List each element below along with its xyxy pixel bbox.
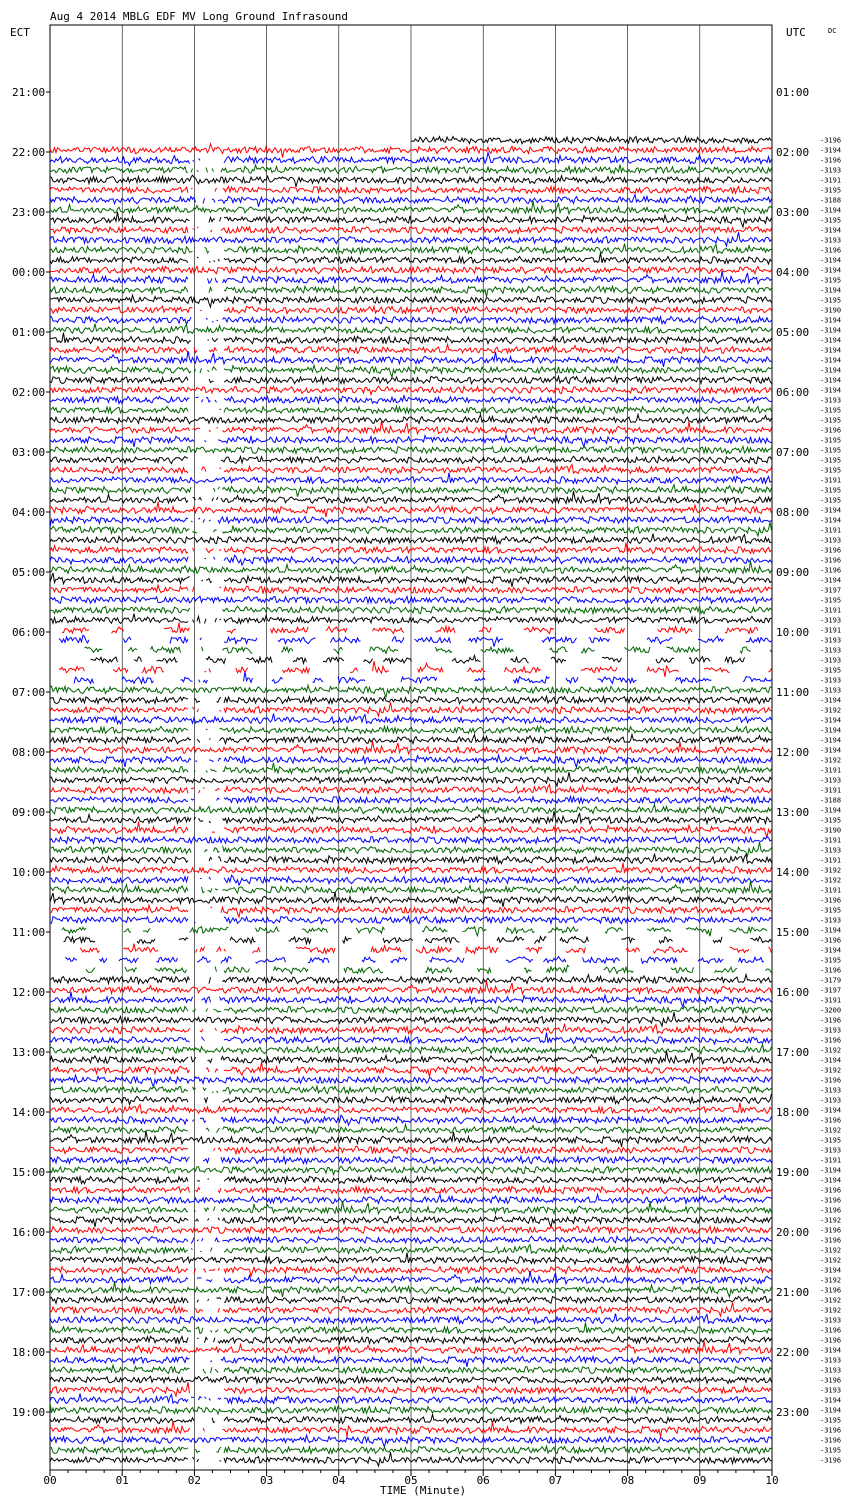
dc-offset-label: -3194: [820, 1346, 842, 1355]
dc-offset-label: -3195: [820, 466, 842, 475]
x-tick-label: 07: [548, 1474, 563, 1487]
dc-offset-label: -3195: [820, 446, 842, 455]
dc-offset-label: -3194: [820, 1266, 842, 1275]
dc-offset-label: -3196: [820, 546, 842, 555]
dc-offset-label: -3193: [820, 776, 842, 785]
dc-offset-label: -3196: [820, 136, 842, 145]
axis-labels: [12, 86, 841, 1487]
dc-offset-label: -3194: [820, 716, 842, 725]
dc-offset-label: -3195: [820, 496, 842, 505]
dc-offset-label: -3194: [820, 376, 842, 385]
dc-offset-label: -3196: [820, 1456, 842, 1465]
utc-hour-label: 02:00: [776, 146, 810, 159]
dc-offset-label: -3193: [820, 1086, 842, 1095]
dc-offset-label: -3196: [820, 1376, 842, 1385]
dc-offset-label: -3196: [820, 566, 842, 575]
dc-offset-label: -3200: [820, 1006, 842, 1015]
utc-hour-label: 17:00: [776, 1046, 810, 1059]
dc-offset-label: -3194: [820, 326, 842, 335]
x-tick-label: 02: [187, 1474, 202, 1487]
dc-offset-label: -3191: [820, 786, 842, 795]
dc-offset-label: -3193: [820, 236, 842, 245]
dc-offset-label: -3193: [820, 166, 842, 175]
dc-offset-label: -3195: [820, 1446, 842, 1455]
dc-offset-label: -3193: [820, 1366, 842, 1375]
dc-offset-label: -3193: [820, 616, 842, 625]
trace-line: [86, 965, 772, 973]
ect-hour-label: 17:00: [12, 1286, 46, 1299]
dc-offset-label: -3196: [820, 966, 842, 975]
trace-line: [74, 672, 772, 684]
utc-hour-label: 16:00: [776, 986, 810, 999]
dc-offset-label: -3194: [820, 226, 842, 235]
dc-offset-label: -3194: [820, 146, 842, 155]
dc-offset-label: -3194: [820, 366, 842, 375]
dc-offset-label: -3193: [820, 686, 842, 695]
x-tick-label: 09: [693, 1474, 707, 1487]
dc-offset-label: -3192: [820, 1046, 842, 1055]
dc-offset-label: -3191: [820, 996, 842, 1005]
dc-offset-label: -3196: [820, 1116, 842, 1125]
dc-offset-label: -3194: [820, 1056, 842, 1065]
x-axis-title: TIME (Minute): [380, 1484, 467, 1497]
ect-hour-label: 16:00: [12, 1226, 46, 1239]
utc-hour-label: 10:00: [776, 626, 810, 639]
dc-offset-label: -3196: [820, 426, 842, 435]
trace-line: [411, 137, 771, 144]
dc-offset-label: -3193: [820, 1146, 842, 1155]
dc-offset-label: -3192: [820, 1126, 842, 1135]
dc-offset-label: -3193: [820, 1026, 842, 1035]
dc-offset-label: -3193: [820, 646, 842, 655]
dc-offset-label: -3191: [820, 476, 842, 485]
dc-offset-label: -3196: [820, 1436, 842, 1445]
utc-hour-label: 01:00: [776, 86, 810, 99]
utc-hour-label: 06:00: [776, 386, 810, 399]
dc-offset-label: -3194: [820, 806, 842, 815]
utc-hour-label: 19:00: [776, 1166, 810, 1179]
ect-hour-label: 07:00: [12, 686, 46, 699]
right-axis-label: UTC: [786, 26, 806, 39]
dc-offset-label: -3192: [820, 1066, 842, 1075]
dc-offset-label: -3194: [820, 926, 842, 935]
dc-offset-label: -3194: [820, 266, 842, 275]
dc-offset-label: -3194: [820, 1106, 842, 1115]
utc-hour-label: 18:00: [776, 1106, 810, 1119]
ect-hour-label: 02:00: [12, 386, 46, 399]
dc-offset-label: -3194: [820, 746, 842, 755]
dc-offset-label: -3194: [820, 346, 842, 355]
dc-offset-label: -3193: [820, 656, 842, 665]
dc-offset-label: -3190: [820, 826, 842, 835]
dc-offset-label: -3196: [820, 1186, 842, 1195]
dc-offset-label: -3194: [820, 316, 842, 325]
dc-label: DC: [828, 27, 837, 35]
utc-hour-label: 14:00: [776, 866, 810, 879]
utc-hour-label: 07:00: [776, 446, 810, 459]
ect-hour-label: 05:00: [12, 566, 46, 579]
dc-offset-label: -3193: [820, 636, 842, 645]
trace-line: [85, 647, 772, 654]
dc-offset-label: -3194: [820, 946, 842, 955]
dc-offset-label: -3195: [820, 416, 842, 425]
dc-offset-label: -3193: [820, 536, 842, 545]
dc-offset-label: -3195: [820, 666, 842, 675]
dc-offset-label: -3195: [820, 406, 842, 415]
ect-hour-label: 04:00: [12, 506, 46, 519]
dc-offset-label: -3194: [820, 726, 842, 735]
dc-offset-label: -3191: [820, 176, 842, 185]
dc-offset-label: -3195: [820, 816, 842, 825]
dc-offset-label: -3194: [820, 516, 842, 525]
dc-offset-label: -3192: [820, 1256, 842, 1265]
trace-line: [65, 957, 764, 964]
utc-hour-label: 11:00: [776, 686, 810, 699]
dc-offset-label: -3195: [820, 906, 842, 915]
utc-hour-label: 22:00: [776, 1346, 810, 1359]
dc-offset-label: -3194: [820, 736, 842, 745]
x-tick-label: 10: [765, 1474, 779, 1487]
trace-line: [62, 926, 767, 936]
utc-hour-label: 20:00: [776, 1226, 810, 1239]
dc-offset-label: -3194: [820, 336, 842, 345]
ect-hour-label: 11:00: [12, 926, 46, 939]
dc-offset-label: -3192: [820, 866, 842, 875]
dc-offset-label: -3191: [820, 856, 842, 865]
x-tick-label: 01: [115, 1474, 129, 1487]
ect-hour-label: 10:00: [12, 866, 46, 879]
ect-hour-label: 19:00: [12, 1406, 46, 1419]
trace-line: [64, 937, 772, 944]
utc-hour-label: 05:00: [776, 326, 810, 339]
dc-offset-label: -3196: [820, 1226, 842, 1235]
dc-offset-label: -3196: [820, 1286, 842, 1295]
trace-line: [62, 623, 758, 634]
dc-offset-label: -3195: [820, 436, 842, 445]
x-tick-label: 05: [404, 1474, 418, 1487]
dc-offset-label: -3196: [820, 936, 842, 945]
dc-offset-label: -3191: [820, 606, 842, 615]
dc-offset-label: -3195: [820, 276, 842, 285]
ect-hour-label: 09:00: [12, 806, 46, 819]
ect-hour-label: 13:00: [12, 1046, 46, 1059]
dc-offset-label: -3195: [820, 1416, 842, 1425]
ect-hour-label: 14:00: [12, 1106, 46, 1119]
dc-offset-label: -3192: [820, 1276, 842, 1285]
utc-hour-label: 09:00: [776, 566, 810, 579]
dc-offset-label: -3193: [820, 916, 842, 925]
trace-line: [80, 944, 772, 954]
dc-offset-label: -3194: [820, 1406, 842, 1415]
dc-offset-label: -3191: [820, 886, 842, 895]
dc-offset-label: -3193: [820, 1356, 842, 1365]
utc-hour-label: 13:00: [776, 806, 810, 819]
dc-offset-label: -3195: [820, 296, 842, 305]
ect-hour-label: 23:00: [12, 206, 46, 219]
dc-offset-label: -3196: [820, 156, 842, 165]
dc-offset-label: -3196: [820, 246, 842, 255]
ect-hour-label: 03:00: [12, 446, 46, 459]
dc-offset-label: -3194: [820, 206, 842, 215]
dc-offset-label: -3195: [820, 486, 842, 495]
utc-hour-label: 21:00: [776, 1286, 810, 1299]
ect-hour-label: 15:00: [12, 1166, 46, 1179]
dc-offset-label: -3193: [820, 846, 842, 855]
dc-offset-label: -3188: [820, 796, 842, 805]
dc-offset-label: -3194: [820, 696, 842, 705]
chart-title: Aug 4 2014 MBLG EDF MV Long Ground Infrasound: [50, 10, 349, 23]
dc-offset-label: -3193: [820, 396, 842, 405]
dc-offset-label: -3196: [820, 1336, 842, 1345]
dc-offset-label: -3194: [820, 256, 842, 265]
x-tick-label: 00: [43, 1474, 57, 1487]
dc-offset-label: -3195: [820, 456, 842, 465]
ect-hour-label: 18:00: [12, 1346, 46, 1359]
utc-hour-label: 03:00: [776, 206, 810, 219]
x-tick-label: 04: [332, 1474, 346, 1487]
ect-hour-label: 22:00: [12, 146, 46, 159]
dc-offset-label: -3197: [820, 586, 842, 595]
dc-offset-label: -3192: [820, 706, 842, 715]
trace-line: [59, 635, 772, 646]
dc-offset-label: -3194: [820, 506, 842, 515]
dc-offset-label: -3195: [820, 956, 842, 965]
dc-offset-label: -3179: [820, 976, 842, 985]
dc-offset-label: -3196: [820, 1206, 842, 1215]
dc-offset-label: -3190: [820, 306, 842, 315]
trace-line: [91, 656, 745, 664]
dc-offset-label: -3195: [820, 596, 842, 605]
dc-offset-label: -3193: [820, 676, 842, 685]
dc-offset-label: -3192: [820, 1296, 842, 1305]
x-tick-label: 08: [620, 1474, 635, 1487]
dc-offset-label: -3194: [820, 1396, 842, 1405]
dc-offset-label: -3196: [820, 1426, 842, 1435]
ect-hour-label: 12:00: [12, 986, 46, 999]
dc-offset-label: -3195: [820, 186, 842, 195]
dc-offset-label: -3194: [820, 386, 842, 395]
utc-hour-label: 15:00: [776, 926, 810, 939]
dc-offset-label: -3192: [820, 756, 842, 765]
dc-offset-label: -3194: [820, 286, 842, 295]
dc-offset-label: -3193: [820, 1316, 842, 1325]
dc-offset-label: -3194: [820, 1176, 842, 1185]
dc-offset-label: -3192: [820, 1216, 842, 1225]
trace-line: [59, 661, 772, 677]
dc-offset-label: -3191: [820, 836, 842, 845]
dc-offset-label: -3191: [820, 1156, 842, 1165]
dc-offset-label: -3196: [820, 1016, 842, 1025]
left-axis-label: ECT: [10, 26, 30, 39]
ect-hour-label: 01:00: [12, 326, 46, 339]
dc-offset-label: -3196: [820, 556, 842, 565]
dc-offset-label: -3194: [820, 576, 842, 585]
utc-hour-label: 23:00: [776, 1406, 810, 1419]
ect-hour-label: 00:00: [12, 266, 46, 279]
dc-offset-label: -3192: [820, 1246, 842, 1255]
dc-offset-label: -3197: [820, 986, 842, 995]
ect-hour-label: 08:00: [12, 746, 46, 759]
utc-hour-label: 12:00: [776, 746, 810, 759]
dc-offset-label: -3192: [820, 1306, 842, 1315]
dc-offset-label: -3194: [820, 356, 842, 365]
utc-hour-label: 08:00: [776, 506, 810, 519]
dc-offset-label: -3194: [820, 1166, 842, 1175]
utc-hour-label: 04:00: [776, 266, 810, 279]
dc-offset-label: -3188: [820, 196, 842, 205]
dc-offset-label: -3193: [820, 1386, 842, 1395]
x-tick-label: 03: [259, 1474, 274, 1487]
dc-offset-label: -3192: [820, 876, 842, 885]
dc-offset-label: -3191: [820, 626, 842, 635]
dc-offset-label: -3191: [820, 526, 842, 535]
dc-offset-label: -3196: [820, 1196, 842, 1205]
dc-offset-label: -3195: [820, 1136, 842, 1145]
dc-offset-label: -3193: [820, 1096, 842, 1105]
dc-offset-label: -3196: [820, 1326, 842, 1335]
dc-offset-label: -3196: [820, 1236, 842, 1245]
dc-offset-label: -3196: [820, 1036, 842, 1045]
ect-hour-label: 06:00: [12, 626, 46, 639]
dc-offset-label: -3195: [820, 216, 842, 225]
x-tick-label: 06: [476, 1474, 490, 1487]
ect-hour-label: 21:00: [12, 86, 46, 99]
dc-offset-label: -3191: [820, 766, 842, 775]
dc-offset-label: -3196: [820, 896, 842, 905]
dc-offset-label: -3196: [820, 1076, 842, 1085]
